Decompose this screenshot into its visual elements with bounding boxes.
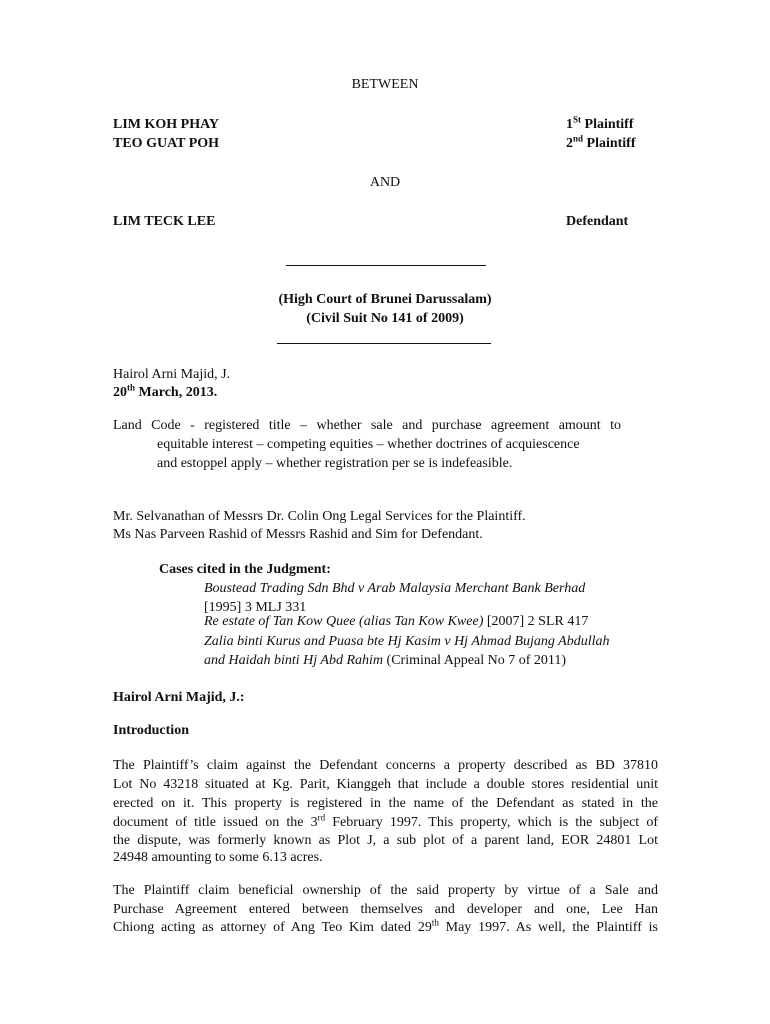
- defendant-role: Defendant: [566, 214, 629, 229]
- para1-line-3: erected on it. This property is registered in the name of the Defendant as stated in the: [113, 796, 658, 811]
- plaintiff1-name: LIM KOH PHAY: [113, 117, 220, 132]
- defendant-name: LIM TECK LEE: [113, 214, 216, 229]
- counsel-plaintiff: Mr. Selvanathan of Messrs Dr. Colin Ong Legal Services for the Plaintiff.: [113, 509, 526, 524]
- para1-line-4b: February 1997. This property, which is the subject of: [325, 815, 658, 830]
- plaintiff2-role: [566, 134, 636, 153]
- between-label: BETWEEN: [351, 77, 419, 92]
- case-3-title-line-1: Zalia binti Kurus and Puasa bte Hj Kasim v Hj Ahmad Bujang Abdullah: [204, 634, 610, 649]
- para2-line-3: [113, 918, 658, 938]
- para2-line-3-sup: th: [431, 917, 439, 928]
- case-3: [204, 651, 566, 670]
- suit-number: (Civil Suit No 141 of 2009): [306, 311, 464, 326]
- case-1-title: Boustead Trading Sdn Bhd v Arab Malaysia Merchant Bank Berhad: [204, 581, 586, 596]
- plaintiff1-role-word: Plaintiff: [581, 117, 634, 132]
- para1-line-4-sup: rd: [317, 812, 326, 823]
- judge-heading: Hairol Arni Majid, J.:: [113, 690, 245, 705]
- para1-line-4a: document of title issued on the 3: [113, 815, 318, 830]
- case-1-citation: [1995] 3 MLJ 331: [204, 600, 307, 615]
- case-3-title-line-2: and Haidah binti Hj Abd Rahim: [204, 653, 384, 668]
- cases-heading: Cases cited in the Judgment:: [159, 562, 331, 577]
- plaintiff2-role-number: 2: [566, 136, 573, 151]
- judge-name: Hairol Arni Majid, J.: [113, 367, 231, 382]
- catchwords-line-2: equitable interest – competing equities – whether doctrines of acquiescence: [157, 437, 580, 452]
- case-2-citation: [2007] 2 SLR 417: [483, 614, 589, 629]
- plaintiff1-role: [566, 115, 634, 134]
- case-3-citation: (Criminal Appeal No 7 of 2011): [383, 653, 567, 668]
- case-2-title: Re estate of Tan Kow Quee (alias Tan Kow Kwee): [204, 614, 484, 629]
- para2-line-3a: Chiong acting as attorney of Ang Teo Kim dated 29: [113, 920, 432, 935]
- para2-line-2: Purchase Agreement entered between themselves and developer and one, Lee Han: [113, 902, 658, 917]
- plaintiff1-role-number: 1: [566, 117, 573, 132]
- court-name: (High Court of Brunei Darussalam): [278, 292, 492, 307]
- plaintiff2-name: TEO GUAT POH: [113, 136, 220, 151]
- para1-line-4: [113, 813, 658, 833]
- para1-line-1: The Plaintiff’s claim against the Defendant concerns a property described as BD 37810: [113, 758, 658, 773]
- para2-line-1: The Plaintiff claim beneficial ownership of the said property by virtue of a Sale and: [113, 883, 658, 898]
- case-2: [204, 612, 588, 631]
- introduction-heading: Introduction: [113, 723, 189, 738]
- counsel-defendant: Ms Nas Parveen Rashid of Messrs Rashid and Sim for Defendant.: [113, 527, 483, 542]
- plaintiff2-role-suffix: nd: [573, 133, 584, 144]
- para1-line-5: the dispute, was formerly known as Plot J, a sub plot of a parent land, EOR 24801 Lot: [113, 833, 658, 848]
- and-label: AND: [369, 175, 401, 190]
- plaintiff2-role-word: Plaintiff: [583, 136, 636, 151]
- plaintiff1-role-suffix: St: [573, 114, 582, 125]
- catchwords-line-1: Land Code - registered title – whether sale and purchase agreement amount to: [113, 418, 621, 433]
- para1-line-2: Lot No 43218 situated at Kg. Parit, Kianggeh that include a double stores residential unit: [113, 777, 658, 792]
- para2-line-3b: May 1997. As well, the Plaintiff is: [438, 920, 658, 935]
- judgment-date: [113, 383, 217, 402]
- date-suffix: th: [127, 382, 136, 393]
- court-bottom-rule: [277, 343, 491, 344]
- date-rest: March, 2013.: [135, 385, 218, 400]
- date-day: 20: [113, 385, 127, 400]
- catchwords-line-3: and estoppel apply – whether registration per se is indefeasible.: [157, 456, 513, 471]
- court-top-rule: [286, 265, 486, 266]
- para1-line-6: 24948 amounting to some 6.13 acres.: [113, 850, 323, 865]
